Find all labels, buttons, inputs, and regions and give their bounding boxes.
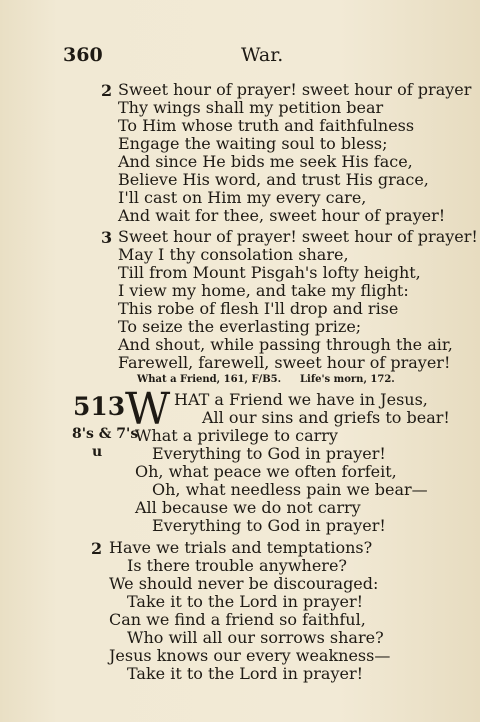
verse-line: And shout, while passing through the air, (118, 335, 453, 354)
verse-line: Till from Mount Pisgah's lofty height, (118, 263, 421, 282)
verse-line: Oh, what needless pain we bear— (152, 480, 428, 499)
verse-line: What a privilege to carry (135, 426, 338, 445)
verse-line: Who will all our sorrows share? (127, 628, 384, 647)
stanza-number: 3 (101, 228, 113, 247)
verse-line: I view my home, and take my flight: (118, 281, 409, 300)
meter: 8's & 7's (72, 426, 139, 442)
verse-line: We should never be discouraged: (109, 574, 379, 593)
verse-line: Thy wings shall my petition bear (118, 98, 384, 117)
verse-line: May I thy consolation share, (118, 245, 349, 264)
section-title: War. (241, 44, 284, 66)
verse-line: All because we do not carry (135, 498, 361, 517)
verse-line: And since He bids me seek His face, (118, 152, 413, 171)
verse-line: Oh, what peace we often forfeit, (135, 462, 397, 481)
page-number: 360 (63, 44, 103, 66)
verse-line: Have we trials and temptations? (109, 538, 373, 557)
verse-line: All our sins and griefs to bear! (202, 408, 450, 427)
verse-line: To Him whose truth and faithfulness (118, 116, 415, 135)
meter-note: u (92, 444, 103, 460)
verse-line: Take it to the Lord in prayer! (127, 592, 364, 611)
stanza-number: 2 (101, 81, 113, 100)
verse-line: Farewell, farewell, sweet hour of prayer! (118, 353, 451, 372)
verse-line: To seize the everlasting prize; (118, 317, 362, 336)
verse-line: HAT a Friend we have in Jesus, (174, 390, 428, 409)
tune-reference: What a Friend, 161, F/B5. (137, 374, 282, 385)
verse-line: Is there trouble anywhere? (127, 556, 347, 575)
verse-line: Take it to the Lord in prayer! (127, 664, 364, 683)
stanza-number: 2 (91, 539, 103, 558)
drop-cap: W (125, 384, 171, 435)
verse-line: Jesus knows our every weakness— (109, 646, 391, 665)
verse-line: Everything to God in prayer! (152, 444, 386, 463)
verse-line: Sweet hour of prayer! sweet hour of prayer (118, 80, 472, 99)
verse-line: Can we find a friend so faithful, (109, 610, 366, 629)
verse-line: This robe of flesh I'll drop and rise (118, 299, 399, 318)
tune-reference: Life's morn, 172. (300, 374, 395, 385)
verse-line: And wait for thee, sweet hour of prayer! (118, 206, 446, 225)
verse-line: I'll cast on Him my every care, (118, 188, 367, 207)
verse-line: Engage the waiting soul to bless; (118, 134, 388, 153)
verse-line: Everything to God in prayer! (152, 516, 386, 535)
verse-line: Believe His word, and trust His grace, (118, 170, 429, 189)
verse-line: Sweet hour of prayer! sweet hour of prayer! (118, 227, 478, 246)
hymn-number: 513 (73, 392, 126, 421)
